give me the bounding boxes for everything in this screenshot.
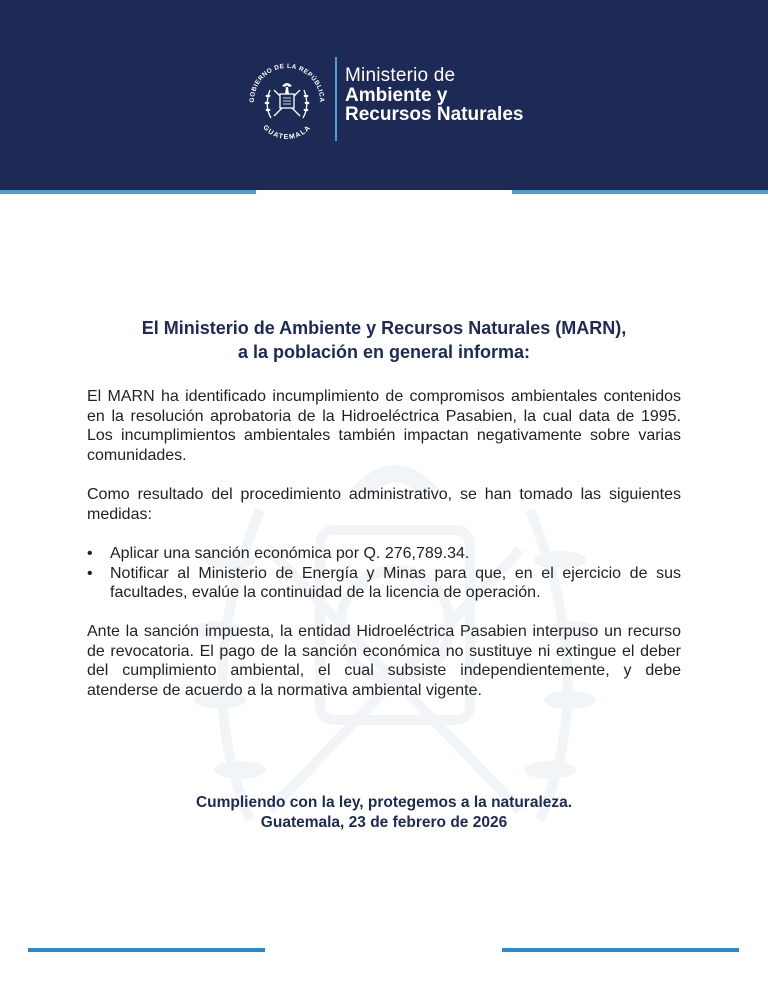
measure-text: Notificar al Ministerio de Energía y Minas para que, en el ejercicio de sus facultades, evalúe la continuidad de la licencia de operación.: [110, 564, 681, 601]
measure-text: Aplicar una sanción económica por Q. 276,789.34.: [110, 545, 470, 562]
ministry-name-line2: Ambiente y: [345, 85, 448, 106]
svg-text:GOBIERNO DE LA REPÚBLICA: GOBIERNO DE LA REPÚBLICA: [248, 62, 326, 103]
guatemala-coat-of-arms-seal: [242, 56, 332, 146]
list-item: [87, 564, 681, 603]
paragraph-measures-intro: Como resultado del procedimiento administrativo, se han tomado las siguientes medidas:: [87, 486, 681, 523]
title-line1: El Ministerio de Ambiente y Recursos Naturales (MARN),: [141, 318, 627, 338]
paragraph-findings: El MARN ha identificado incumplimiento de compromisos ambientales contenidos en la resolución aprobatoria de la Hidroeléctrica Pasabien, la cual data de 1995. Los incumplimientos ambientales también impactan negativamente sobre varias comunidades.: [87, 388, 681, 464]
title-line2: a la población en general informa:: [237, 342, 531, 362]
ministry-wordmark: [345, 66, 523, 124]
header-accent-line-right: [512, 190, 768, 194]
bullet-icon: •: [87, 564, 93, 582]
announcement-title: [84, 316, 684, 364]
svg-text:GUATEMALA: GUATEMALA: [261, 124, 313, 142]
closing-block: [84, 793, 684, 833]
footer-accent-line-right: [502, 948, 739, 952]
list-item: [87, 544, 681, 564]
footer-accent-line-left: [28, 948, 265, 952]
ministry-name-line3: Recursos Naturales: [345, 104, 524, 125]
header-accent-line-left: [0, 190, 256, 194]
paragraph-appeal: Ante la sanción impuesta, la entidad Hidroeléctrica Pasabien interpuso un recurso de revocatoria. El pago de la sanción económica no sustituye ni extingue el deber del cumplimiento ambiental, el cual subsiste independientemente, y debe atenderse de acuerdo a la normativa ambiental vigente.: [87, 623, 681, 699]
measures-list: [87, 544, 681, 603]
logo-divider: [335, 57, 337, 141]
closing-motto: Cumpliendo con la ley, protegemos a la naturaleza.: [195, 794, 573, 811]
ministry-name-line1: Ministerio de: [345, 65, 456, 86]
closing-place-date: Guatemala, 23 de febrero de 2026: [260, 814, 508, 831]
bullet-icon: •: [87, 545, 93, 562]
